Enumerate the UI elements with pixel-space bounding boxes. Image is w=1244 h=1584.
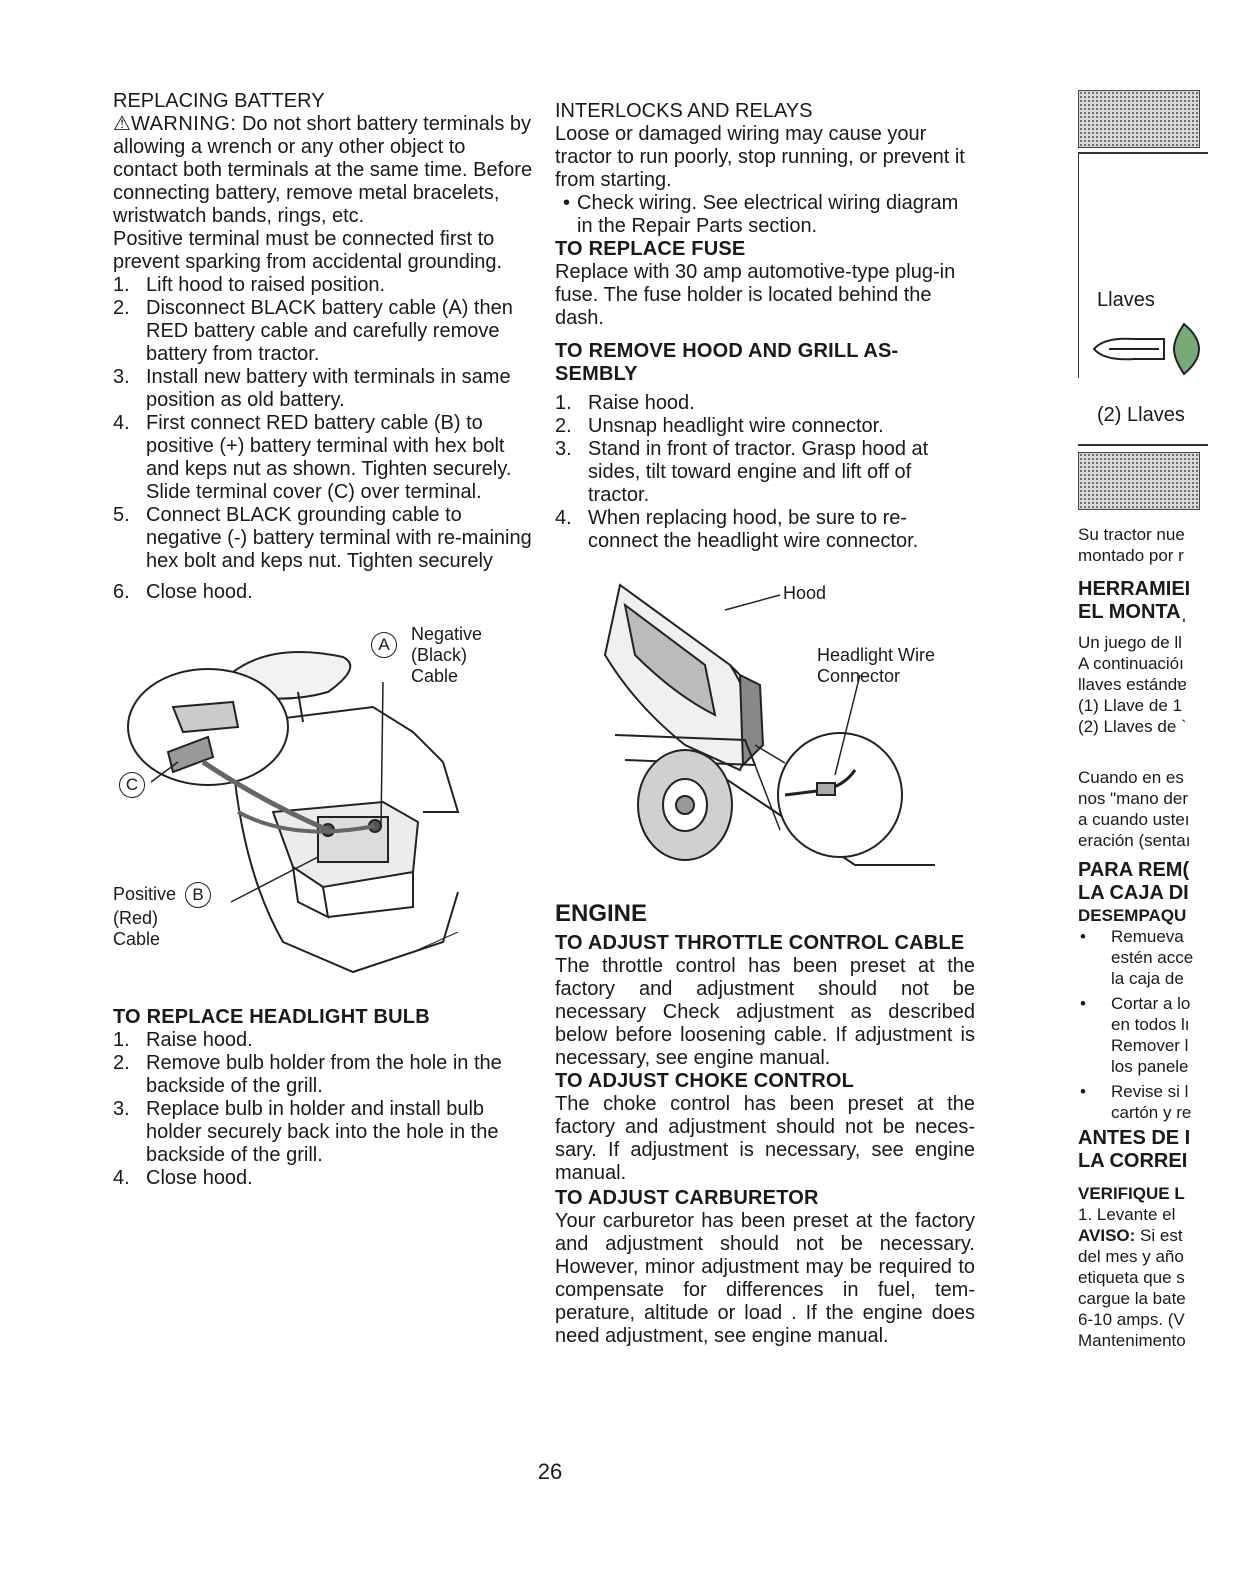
battery-steps [113,274,533,604]
spanish-line [1078,1225,1244,1246]
step-number: 2. [113,297,130,319]
step-number: 1. [555,392,572,414]
throttle-text: The throttle control has been preset at the factory and adjustment should not be necessary Check adjustment as described below before loosening cable. If adjustment is necessary, see engine manual. [555,955,975,1069]
spanish-line: en todos lı [1111,1015,1190,1034]
warning-icon: ⚠ [113,113,131,135]
warning-text: Do not short battery terminals by allowing a wrench or any other object to contact both terminals at the same time. Before connecting battery, remove metal bracelets, wristwatch bands, rings, etc. [113,113,533,227]
list-item [113,366,533,412]
replacing-battery-heading: REPLACING BATTERY [113,90,325,112]
hood-heading: TO REMOVE HOOD AND GRILL AS-SEMBLY [555,340,899,385]
step-text: Disconnect BLACK battery cable (A) then RED battery cable and carefully remove battery from tractor. [146,297,513,365]
step-number: 2. [113,1052,130,1074]
positive-label: Positive [113,884,177,904]
fuse-text: Replace with 30 amp automotive-type plug-in fuse. The fuse holder is located behind the dash. [555,261,956,329]
bullet-icon: • [1080,994,1086,1013]
step-number: 4. [113,412,130,434]
spanish-line: los panele [1111,1057,1189,1076]
label-c: C [119,772,145,798]
step-number: 3. [555,438,572,460]
list-item [113,297,533,366]
step-number: 3. [113,1098,130,1120]
battery-figure [113,612,533,992]
step-text: When replacing hood, be sure to re-connect the headlight wire connector. [588,507,919,552]
spanish-line: Remover l [1111,1036,1189,1055]
negative-label: Negative [411,624,483,644]
warning-paragraph [113,113,533,228]
spanish-line: cartón y re [1111,1103,1192,1122]
spanish-line: 6-10 amps. (V [1078,1310,1185,1329]
bullet-icon: • [1080,1082,1086,1101]
list-item [113,581,533,604]
page-number: 26 [537,1459,563,1484]
list-item [555,507,975,553]
spanish-heading: LA CORREI [1078,1150,1188,1172]
spanish-line: montado por r [1078,546,1184,565]
interlocks-text: Loose or damaged wiring may cause your tractor to run poorly, stop running, or prevent it from starting. [555,123,965,191]
spanish-line: Remueva [1111,927,1184,946]
step-text: Lift hood to raised position. [146,274,386,296]
step-text: Replace bulb in holder and install bulb holder securely back into the hole in the backside of the grill. [146,1098,499,1166]
carburetor-heading: TO ADJUST CARBURETOR [555,1187,819,1209]
spanish-heading: PARA REM( [1078,859,1190,881]
step-number: 1. [113,1029,130,1051]
label-a: A [371,632,397,658]
step-text: Stand in front of tractor. Grasp hood at sides, tilt toward engine and lift off of tractor. [588,438,929,506]
red-label: (Red) [113,908,159,928]
interlocks-heading: INTERLOCKS AND RELAYS [555,100,813,122]
cable-label-pos: Cable [113,929,161,949]
spanish-text-block [1078,524,1244,1351]
spanish-heading: LA CAJA DI [1078,882,1189,904]
step-text: Unsnap headlight wire connector. [588,415,884,437]
spanish-line: Revise si l [1111,1082,1189,1101]
spanish-line: Cortar a lo [1111,994,1191,1013]
step-text: Remove bulb holder from the hole in the backside of the grill. [146,1052,502,1097]
spanish-line: Un juego de ll [1078,633,1182,652]
spanish-line: (2) Llaves de ˋ [1078,717,1187,736]
spanish-line: estén acce [1111,948,1194,967]
carburetor-text: Your carburetor has been preset at the factory and adjustment should not be necessary. However, minor adjustment may be required to compensate for differences in fuel, tem-perature, altitude or load . If the engine does need adjustment, see engine manual. [555,1210,975,1347]
spanish-bullet [1078,926,1244,947]
spanish-line: cargue la bate [1078,1289,1186,1308]
callout-negative [371,624,482,687]
connector-label-2: Connector [817,666,901,686]
list-item [113,1167,533,1190]
spanish-bullet [1078,993,1244,1014]
callout-positive [113,882,211,950]
choke-heading: TO ADJUST CHOKE CONTROL [555,1070,855,1092]
list-item [555,415,975,438]
list-item [113,1052,533,1098]
llaves-box [1078,154,1244,426]
spanish-heading: HERRAMIEI [1078,578,1191,600]
bullet-text: Check wiring. See electrical wiring diagram in the Repair Parts section. [577,192,959,237]
llaves-2-label: (2) Llaves [1097,404,1185,426]
aviso-text: Si est [1140,1226,1183,1245]
step-number: 4. [113,1167,130,1189]
column-right-spanish [1078,90,1244,1351]
step-text: Connect BLACK grounding cable to negative (-) battery terminal with re-maining hex bolt and keps nut. Tighten securely [146,504,532,572]
spanish-subheading: DESEMPAQU [1078,906,1187,925]
step-text: Raise hood. [146,1029,253,1051]
spanish-line: Mantenimento [1078,1331,1186,1350]
step-number: 1. [113,274,130,296]
list-item [555,438,975,507]
step-number: 3. [113,366,130,388]
bullet-icon: • [563,192,571,214]
warning-label: WARNING: [130,113,237,135]
step-text: Raise hood. [588,392,695,414]
step-text: First connect RED battery cable (B) to positive (+) battery terminal with hex bolt and keps nut as shown. Tighten securely. Slide terminal cover (C) over terminal. [146,412,512,503]
spanish-line: a cuando usteı [1078,810,1190,829]
gray-dotted-band [1078,90,1200,148]
spanish-line: nos "mano der [1078,789,1188,808]
spanish-bullet [1078,1081,1244,1102]
spanish-line: (1) Llave de 1 [1078,696,1182,715]
step-number: 6. [113,581,130,603]
fuse-heading: TO REPLACE FUSE [555,238,746,260]
step-text: Install new battery with terminals in same position as old battery. [146,366,511,411]
key-icon [1089,319,1209,379]
connector-callout [817,645,935,687]
gray-dotted-band-2 [1078,452,1200,510]
spanish-heading: EL MONTAˌ [1078,601,1188,623]
hood-steps [555,392,975,553]
headlight-heading: TO REPLACE HEADLIGHT BULB [113,1006,430,1028]
connector-label-1: Headlight Wire [817,645,936,665]
headlight-steps [113,1029,533,1190]
label-b: B [185,882,211,908]
list-item [555,192,975,238]
interlocks-bullets [555,192,975,238]
llaves-label: Llaves [1097,289,1155,311]
spanish-line: etiqueta que s [1078,1268,1185,1287]
hood-illustration [555,565,975,890]
choke-text: The choke control has been preset at the factory and adjustment should not be neces-sary. If adjustment is necessary, see engine manual. [555,1093,975,1184]
list-item [113,1029,533,1052]
engine-heading: ENGINE [555,900,648,927]
spanish-line: 1. Levante el [1078,1205,1176,1224]
spanish-line: A continuacióı [1078,654,1184,673]
black-label: (Black) [411,645,468,665]
list-item [113,412,533,504]
spanish-line: eración (sentaı [1078,831,1191,850]
step-text: Close hood. [146,581,253,603]
hood-figure [555,565,975,890]
step-number: 4. [555,507,572,529]
list-item [113,504,533,573]
spanish-subheading: VERIFIQUE L [1078,1184,1185,1203]
aviso-label: AVISO: [1078,1226,1136,1245]
spanish-line: la caja de [1111,969,1184,988]
list-item [113,1098,533,1167]
list-item [555,392,975,415]
step-number: 5. [113,504,130,526]
spanish-line: Cuando en es [1078,768,1184,787]
throttle-heading: TO ADJUST THROTTLE CONTROL CABLE [555,932,965,954]
step-text: Close hood. [146,1167,253,1189]
spanish-line: llaves estándɐ [1078,675,1187,694]
cable-label: Cable [411,666,459,686]
list-item [113,274,533,297]
spanish-heading: ANTES DE I [1078,1127,1191,1149]
bullet-icon: • [1080,927,1086,946]
spanish-line: Su tractor nue [1078,525,1185,544]
positive-note: Positive terminal must be connected first to prevent sparking from accidental grounding. [113,228,503,273]
callout-c [119,772,145,798]
column-left [113,90,533,1190]
spanish-line: del mes y año [1078,1247,1184,1266]
column-middle [555,100,975,1348]
hood-callout: Hood [783,583,827,603]
step-number: 2. [555,415,572,437]
